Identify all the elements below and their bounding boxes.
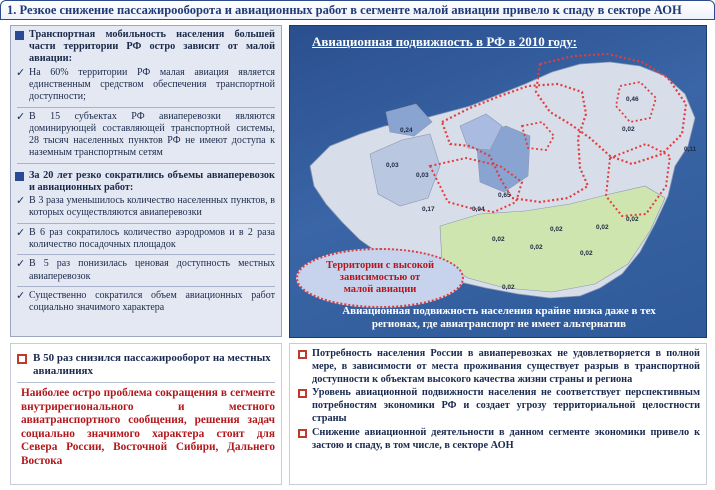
map-title: Авиационная подвижность в РФ в 2010 году: [312, 34, 577, 49]
section2-item: ✓ В 5 раз понизилась ценовая доступность местных авиаперевозок [16, 257, 275, 282]
map-value-label: 0,17 [422, 206, 435, 213]
slide-title: 1. Резкое снижение пассажирооборота и авиационных работ в сегменте малой авиации привело к спаду в секторе АОН [0, 0, 715, 20]
passenger-turnover-heading: В 50 раз снизился пассажирооборот на местных авиалиниях [11, 344, 281, 380]
map-value-label: 0,04 [472, 206, 485, 213]
map-value-label: 0,02 [502, 284, 515, 291]
check-icon: ✓ [16, 288, 26, 302]
map-value-label: 0,24 [400, 127, 413, 134]
divider [17, 286, 275, 287]
high-dependency-callout: Территории с высокой зависимостью от малой авиации [296, 248, 464, 308]
map-value-label: 0,02 [626, 216, 639, 223]
problem-highlight-text: Наиболее острo проблема сокращения в сегменте внутрирегионального и местного авиатранспортного сообщения, решения задач социально значимого характера стоит для Севера России, Восточной Сибири, Дальнего Востока [21, 387, 275, 467]
red-square-bullet-icon [298, 350, 307, 359]
conclusion-item: Снижение авиационной деятельности в данном сегменте экономики привело к застою и спаду, в том числе, в секторе АОН [296, 427, 700, 453]
map-value-label: 0,11 [684, 146, 697, 153]
check-icon: ✓ [16, 65, 26, 79]
check-icon: ✓ [16, 109, 26, 123]
divider [17, 382, 275, 383]
divider [17, 163, 275, 164]
check-icon: ✓ [16, 257, 26, 271]
map-value-label: 0,03 [386, 162, 399, 169]
divider [17, 254, 275, 255]
section2-item: ✓ В 6 раз сократилось количество аэродромов и в 2 раза количество посадочных площадок [16, 225, 275, 250]
map-value-label: 0,02 [622, 126, 635, 133]
section1-item: ✓ В 15 субъектах РФ авиаперевозки являются доминирующей составляющей транспортной системы, 28 тысяч населенных пунктов РФ не имеют доступа к наземным транспортным сетям [16, 109, 275, 159]
map-value-label: 0,02 [492, 236, 505, 243]
red-square-bullet-icon [17, 354, 27, 364]
check-icon: ✓ [16, 225, 26, 239]
divider [17, 107, 275, 108]
bottom-left-panel [10, 343, 282, 485]
bottom-right-panel [289, 343, 707, 485]
section1-title: Транспортная мобильность населения большей части территории РФ остро зависит от малой авиации: [11, 26, 281, 67]
map-value-label: 0,03 [416, 172, 429, 179]
left-info-panel [10, 25, 282, 337]
russia-aviation-map-panel [289, 25, 707, 338]
section2-title: За 20 лет резко сократились объемы авиаперевозок и авиационных работ: [11, 167, 281, 195]
map-value-label: 0,02 [596, 224, 609, 231]
section2-item: ✓ В 3 раза уменьшилось количество населенных пунктов, в которых осуществляются авиаперевозки [16, 194, 275, 219]
map-value-label: 0,65 [498, 192, 511, 199]
divider [17, 223, 275, 224]
check-icon: ✓ [16, 194, 26, 208]
conclusion-item: Потребность населения России в авиаперевозках не удовлетворяется в полной мере, в зависимости от места проживания существует разрыв в транспортной доступности к объектам высокого качества жизни страны и региона [296, 348, 700, 386]
map-value-label: 0,46 [626, 96, 639, 103]
map-value-label: 0,02 [550, 226, 563, 233]
red-square-bullet-icon [298, 429, 307, 438]
red-square-bullet-icon [298, 389, 307, 398]
section2-item: ✓ Существенно сократился объем авиационных работ социально значимого характера [16, 288, 275, 314]
conclusion-item: Уровень авиационной подвижности населения не соответствует перспективным потребностям экономики РФ и создает угрозу территориальной целостности страны [296, 387, 700, 425]
map-value-label: 0,02 [530, 244, 543, 251]
section1-item: ✓ На 60% территории РФ малая авиация является единственным средством обеспечения транспортной доступности; [16, 65, 275, 103]
map-caption: Авиационная подвижность населения крайне низка даже в тех регионах, где авиатранспорт не имеет альтернатив [342, 305, 656, 330]
map-value-label: 0,02 [580, 250, 593, 257]
